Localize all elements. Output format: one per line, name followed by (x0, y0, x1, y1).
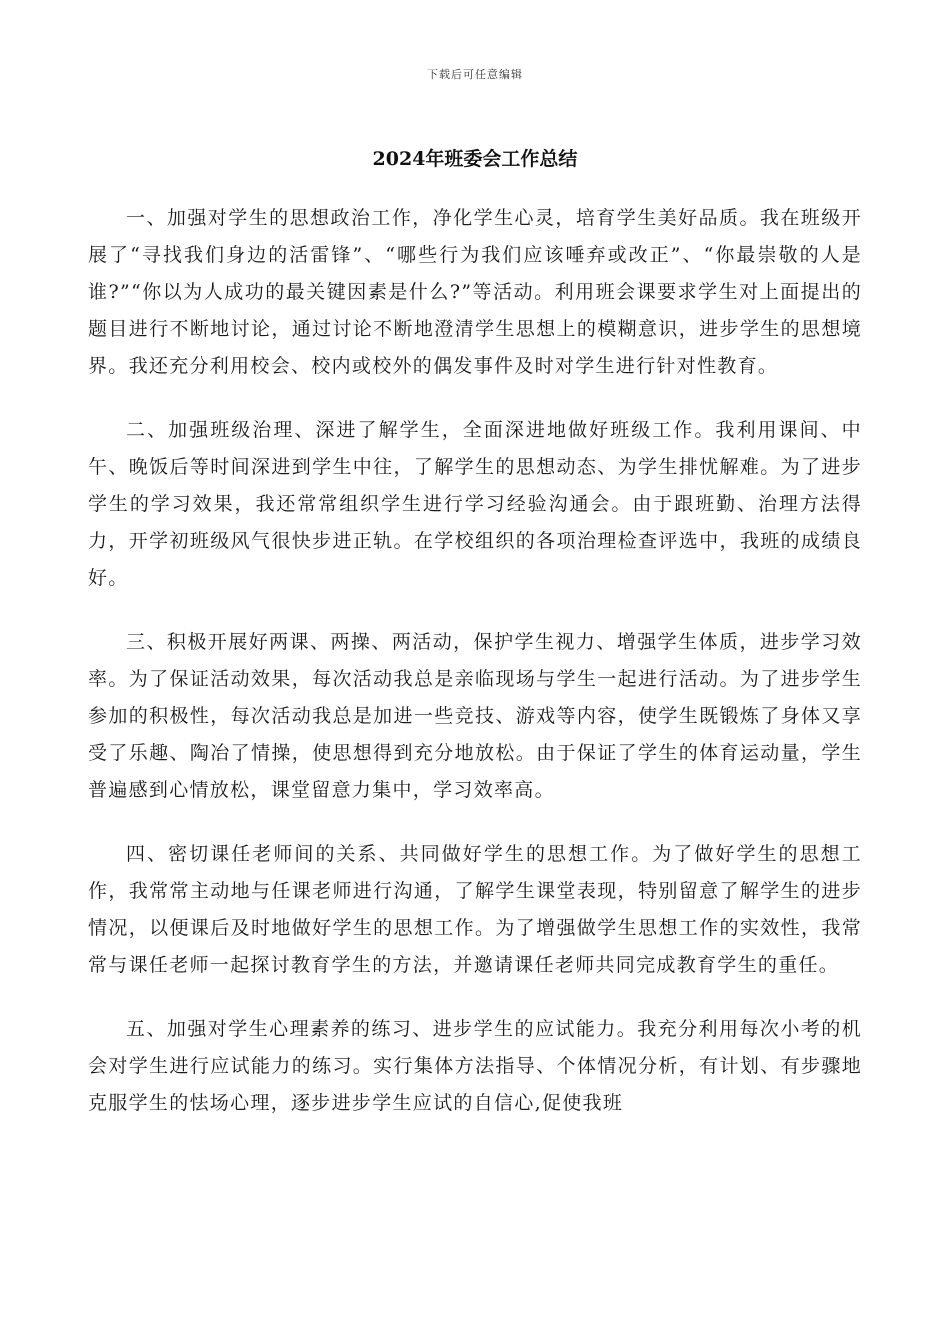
paragraph-4: 四、密切课任老师间的关系、共同做好学生的思想工作。为了做好学生的思想工作，我常常主动地与任课老师进行沟通，了解学生课堂表现，特别留意了解学生的进步情况，以便课后及时地做好学生的思想工作。为了增强做学生思想工作的实效性，我常常与课任老师一起探讨教育学生的方法，并邀请课任老师共同完成教育学生的重任。 (88, 843, 862, 976)
page-header-note: 下载后可任意编辑 (427, 68, 523, 81)
paragraph-3: 三、积极开展好两课、两操、两活动，保护学生视力、增强学生体质，进步学习效率。为了保证活动效果，每次活动我总是亲临现场与学生一起进行活动。为了进步学生参加的积极性，每次活动我总是加进一些竞技、游戏等内容，使学生既锻炼了身体又享受了乐趣、陶冶了情操，使思想得到充分地放松。由于保证了学生的体育运动量，学生普遍感到心情放松，课堂留意力集中，学习效率高。 (88, 631, 862, 801)
paragraph-5: 五、加强对学生心理素养的练习、进步学生的应试能力。我充分利用每次小考的机会对学生进行应试能力的练习。实行集体方法指导、个体情况分析，有计划、有步骤地克服学生的怯场心理，逐步进步学生应试的自信心,促使我班 (88, 1018, 862, 1114)
paragraph-1: 一、加强对学生的思想政治工作，净化学生心灵，培育学生美好品质。我在班级开展了“寻找我们身边的活雷锋”、“哪些行为我们应该唾弃或改正”、“你最崇敬的人是谁?”“你以为人成功的最关键因素是什么?”等活动。利用班会课要求学生对上面提出的题目进行不断地讨论，通过讨论不断地澄清学生思想上的模糊意识，进步学生的思想境界。我还充分利用校会、校内或校外的偶发事件及时对学生进行针对性教育。 (88, 207, 862, 377)
paragraph-2: 二、加强班级治理、深进了解学生，全面深进地做好班级工作。我利用课间、中午、晚饭后等时间深进到学生中往，了解学生的思想动态、为学生排忧解难。为了进步学生的学习效果，我还常常组织学生进行学习经验沟通会。由于跟班勤、治理方法得力，开学初班级风气很快步进正轨。在学校组织的各项治理检查评选中，我班的成绩良好。 (88, 419, 862, 589)
document-body (88, 200, 862, 1149)
document-title: 2024年班委会工作总结 (372, 148, 578, 170)
